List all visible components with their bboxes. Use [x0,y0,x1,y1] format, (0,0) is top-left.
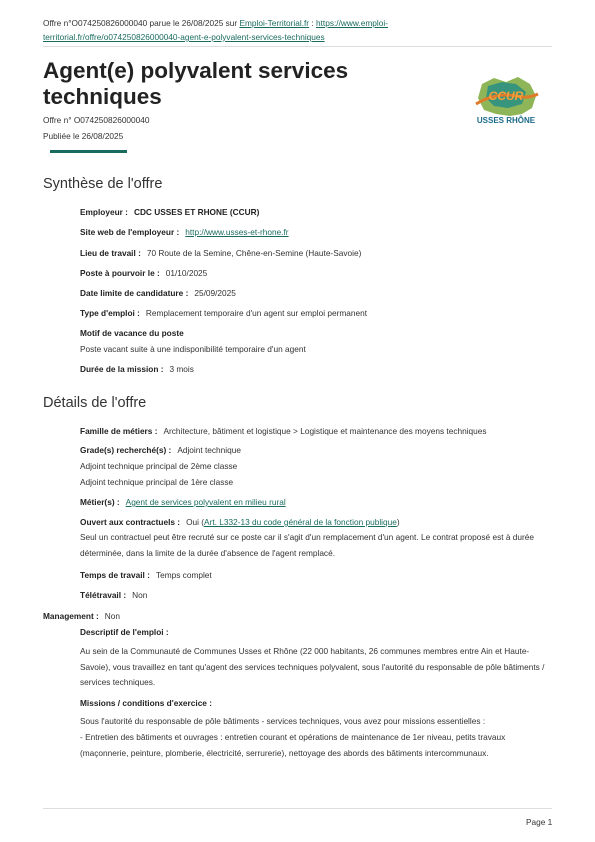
job-type-label: Type d'emploi : [80,308,140,318]
law-article-link[interactable]: Art. L332-13 du code général de la fonction publique [204,517,397,527]
job-type-row [80,308,367,318]
header-divider [43,46,552,47]
job-family-row [80,426,487,436]
management-row [43,611,120,621]
grade-item: Adjoint technique [177,445,241,455]
header-prefix: Offre n°O074250826000040 parue le 26/08/2025 sur [43,18,240,28]
page-title: Agent(e) polyvalent services techniques [43,58,349,109]
vacancy-reason-label [80,328,184,338]
workplace-row [80,248,361,258]
job-description-label-text: Descriptif de l'emploi : [80,627,169,637]
footer-divider [43,808,552,809]
job-row [80,497,286,507]
contractors-row [80,517,400,527]
deadline-value: 25/09/2025 [194,288,236,298]
logo-subtext: USSES RHÔNE [476,116,536,125]
deadline-label: Date limite de candidature : [80,288,189,298]
missions-label [80,698,212,708]
job-family-label: Famille de métiers : [80,426,158,436]
grade-item: Adjoint technique principal de 1ère classe [80,477,234,487]
offer-url-link-part2[interactable]: territorial.fr/offre/o074250826000040-agent-e-polyvalent-services-techniques [43,32,325,42]
page-number: Page 1 [526,817,553,827]
contractors-explanation: Seul un contractuel peut être recruté sur ce poste car il s'agit d'un remplacement d'un agent. Le contrat proposé est à durée déterminée, dans la limite de la durée d'absence de l'agent remplacé. [80,532,534,558]
employer-value: CDC USSES ET RHONE (CCUR) [133,207,260,217]
work-time-label: Temps de travail : [80,570,150,580]
grades-label: Grade(s) recherché(s) : [80,445,172,455]
mission-duration-row [80,364,194,374]
start-date-label: Poste à pourvoir le : [80,268,160,278]
missions-item: - Entretien des bâtiments et ouvrages : entretien courant et opérations de maintenance de 1er niveau, petits travaux (maçonnerie, peinture, plomberie, électricité, serrurerie), nettoyage des abords des bâtiments intercommunaux. [80,732,506,758]
contractors-label: Ouvert aux contractuels : [80,517,181,527]
website-row [80,227,289,237]
grade-item: Adjoint technique principal de 2ème classe [80,461,238,471]
management-value: Non [104,611,121,621]
contractors-prefix: Oui ( [186,517,205,527]
work-time-row [80,570,212,580]
job-description-text: Au sein de la Communauté de Communes Usses et Rhône (22 000 habitants, 26 communes membres entre Ain et Haute-Savoie), vous travaillez en tant qu'agent des services techniques polyvalent, sous l'autorité du responsable de pôle bâtiments / services techniques. [80,646,545,687]
missions-intro: Sous l'autorité du responsable de pôle bâtiments - services techniques, vous avez pour missions essentielles : [80,716,486,726]
site-link[interactable]: Emploi-Territorial.fr [239,18,310,28]
published-date: Publiée le 26/08/2025 [43,131,124,141]
job-description-label [80,627,169,637]
section-heading-details: Détails de l'offre [43,395,147,411]
start-date-value: 01/10/2025 [165,268,208,278]
employer-label: Employeur : [80,207,128,217]
website-label: Site web de l'employeur : [80,227,180,237]
mission-duration-label: Durée de la mission : [80,364,164,374]
website-link[interactable]: http://www.usses-et-rhone.fr [185,227,289,237]
remote-work-label: Télétravail : [80,590,127,600]
management-label: Management : [43,611,99,621]
remote-work-value: Non [132,590,148,600]
document-header [43,16,555,44]
employer-row [80,207,259,217]
job-link[interactable]: Agent de services polyvalent en milieu rural [125,497,286,507]
mission-duration-value: 3 mois [169,364,194,374]
deadline-row [80,288,236,298]
logo-text: CCUR [488,89,524,103]
vacancy-reason-label-text: Motif de vacance du poste [80,328,184,338]
offer-url-link-part1[interactable]: https://www.emploi- [316,18,388,28]
job-family-value: Architecture, bâtiment et logistique > Logistique et maintenance des moyens techniques [163,426,487,436]
job-label: Métier(s) : [80,497,120,507]
workplace-value: 70 Route de la Semine, Chêne-en-Semine (Haute-Savoie) [146,248,362,258]
missions-label-text: Missions / conditions d'exercice : [80,698,212,708]
offer-number: Offre n° O074250826000040 [43,115,150,125]
title-underline [50,150,127,153]
remote-work-row [80,590,147,600]
ccur-logo [466,74,546,130]
start-date-row [80,268,207,278]
vacancy-reason-value: Poste vacant suite à une indisponibilité temporaire d'un agent [80,344,306,354]
section-heading-synthese: Synthèse de l'offre [43,176,163,192]
job-type-value: Remplacement temporaire d'un agent sur emploi permanent [145,308,368,318]
contractors-suffix: ) [396,517,400,527]
grades-row [80,445,241,455]
workplace-label: Lieu de travail : [80,248,141,258]
work-time-value: Temps complet [155,570,212,580]
header-separator: : [309,18,316,28]
